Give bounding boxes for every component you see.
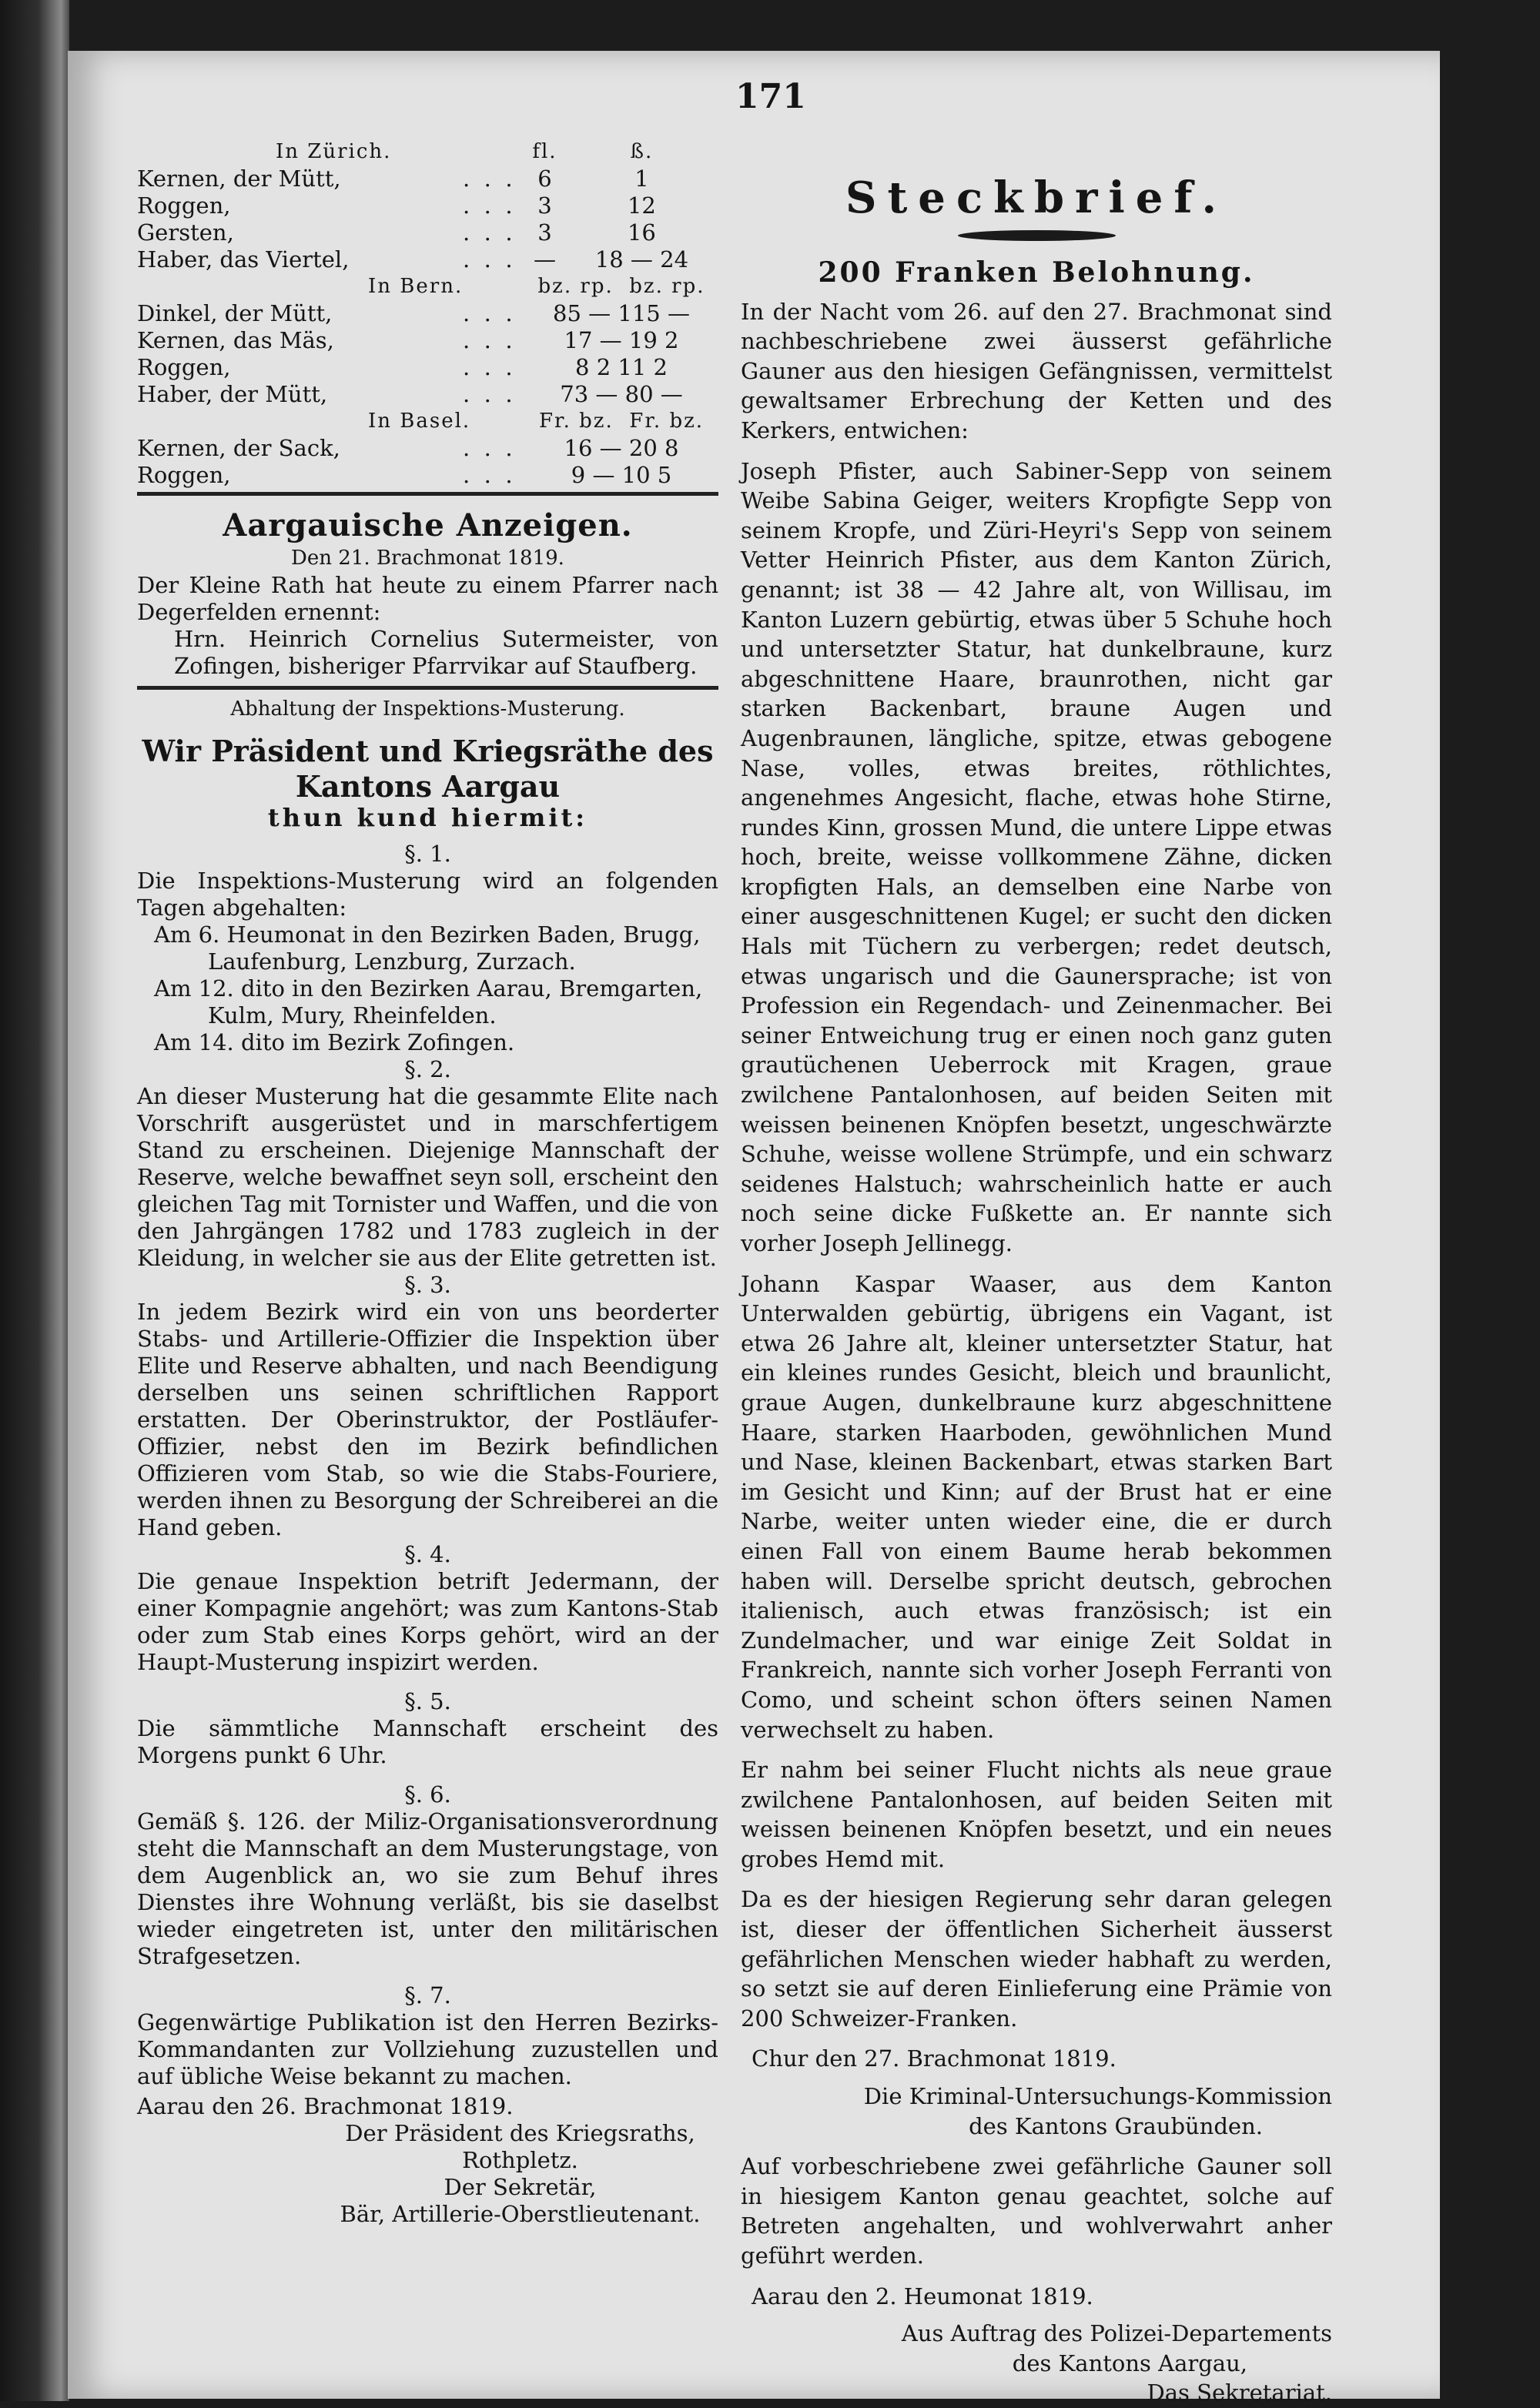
list-item: Am 12. dito in den Bezirken Aarau, Bremgarten, Kulm, Mury, Rheinfelden. [154, 975, 703, 1028]
aargau-announcements-heading: Aargauische Anzeigen. [223, 507, 633, 543]
signature-line: Der Sekretär, [444, 2174, 597, 2200]
council-text: Der Kleine Rath hat heute zu einem Pfarrer nach Degerfelden ernennt: [137, 572, 718, 625]
price-row: Kernen, der Sack, . . . 16 — 20 8 [137, 435, 718, 462]
price-item: Haber, das Viertel, [137, 246, 350, 273]
paragraph: Johann Kaspar Waaser, aus dem Kanton Unterwalden gebürtig, übrigens ein Vagant, ist etwa 26 Jahre alt, kleiner untersetzter Statur, hat ein kleines rundes Gesicht, bleich und braunlicht, graue Augen, dunkelbraune kurz abgeschnittene Haare, starken Haarboden, gewöhnlichen Mund und Nase, kleinen Backenbart, etwas starken Bart im Gesicht und Kinn; auf der Brust hat er eine Narbe, weiter unten wieder eine, die er durch einen Fall von einem Baume herab bekommen haben will. Derselbe spricht deutsch, gebrochen italienisch, auch etwas französisch; ist ein Zundelmacher, und war einige Zeit Soldat in Frankreich, nannte sich vorher Joseph Ferranti von Como, und scheint schon öfters seinen Namen verwechselt zu haben. [741, 1270, 1332, 1743]
section-text: Die Inspektions-Musterung wird an folgenden Tagen abgehalten: [137, 868, 718, 921]
price-value: 16 — 20 8 [564, 435, 679, 461]
price-item: Haber, der Mütt, [137, 381, 328, 407]
section-text: Die genaue Inspektion betrift Jedermann, der einer Kompagnie angehört; was zum Kantons-Stab oder zum Stab eines Korps gehört, wird an der Haupt-Musterung inspizirt werden. [137, 1568, 718, 1675]
signature-line: Der Präsident des Kriegsraths, [345, 2120, 695, 2146]
price-item: Roggen, [137, 462, 451, 494]
background-dark-edge [0, 0, 69, 2401]
price-row: Gersten, . . . 3 16 [137, 219, 718, 246]
paragraph: Er nahm bei seiner Flucht nichts als neue graue zwilchene Pantalonhosen, auf beiden Seiten mit weissen beinenen Knöpfen besetzt, und ein neues grobes Hemd mit. [741, 1757, 1332, 1872]
commission-line: des Kantons Graubünden. [969, 2112, 1263, 2139]
price-row: Roggen, . . . 8 2 11 2 [137, 354, 718, 381]
price-row: Haber, das Viertel, . . . — 18 — 24 [137, 246, 718, 273]
price-item: Kernen, der Mütt, [137, 166, 341, 192]
authority-line: des Kantons Aargau, [1012, 2349, 1247, 2376]
price-row: Kernen, das Mäs, . . . 17 — 19 2 [137, 327, 718, 354]
appointee-text: Hrn. Heinrich Cornelius Sutermeister, von Zofingen, bisheriger Pfarrvikar auf Staufberg. [174, 626, 718, 679]
price-value: 3 [537, 192, 552, 219]
price-city-row [137, 408, 718, 435]
price-value: 12 [627, 192, 656, 219]
paragraph: Da es der hiesigen Regierung sehr daran gelegen ist, dieser der öffentlichen Sicherheit äusserst gefährlichen Menschen wieder habhaft zu werden, so setzt sie auf deren Einlieferung eine Prämie von 200 Schweizer-Franken. [741, 1886, 1332, 2032]
date-line: Chur den 27. Brachmonat 1819. [752, 2045, 1116, 2072]
list-item: Am 14. dito im Bezirk Zofingen. [154, 1029, 515, 1055]
price-row: Roggen, . . . 3 12 [137, 192, 718, 219]
price-item: Dinkel, der Mütt, [137, 300, 333, 326]
price-value: — [533, 246, 556, 273]
price-city-row [137, 273, 718, 300]
price-value: 6 [537, 166, 552, 192]
price-value: 16 [627, 219, 656, 246]
price-city-row [137, 139, 718, 166]
date-line: Aarau den 2. Heumonat 1819. [752, 2283, 1093, 2309]
section-text: Die sämmtliche Mannschaft erscheint des Morgens punkt 6 Uhr. [137, 1715, 718, 1768]
price-row: Roggen, . . . 9 — 10 5 [137, 462, 718, 494]
section-number: §. 1. [404, 841, 451, 867]
price-col-headers: bz. rp. bz. rp. [537, 275, 705, 298]
section-number: §. 4. [404, 1541, 451, 1567]
price-value: 1 [634, 166, 649, 192]
price-row: Dinkel, der Mütt, . . . 85 — 115 — [137, 300, 718, 327]
price-item: Kernen, der Sack, [137, 435, 340, 461]
signature-line: Bär, Artillerie-Oberstlieutenant. [340, 2201, 701, 2227]
price-item: Kernen, das Mäs, [137, 327, 334, 353]
paragraph: Joseph Pfister, auch Sabiner-Sepp von seinem Weibe Sabina Geiger, weiters Kropfigte Sepp von seinem Kropfe, und Züri-Heyri's Sepp von seinem Vetter Heinrich Pfister, aus dem Kanton Zürich, genannt; ist 38 — 42 Jahre alt, von Willisau, im Kanton Luzern gebürtig, etwas über 5 Schuhe hoch und untersetzter Statur, hat dunkelbraune, kurz abgeschnittene Haare, braunrothen, nicht gar starken Backenbart, braune Augen und Augenbraunen, längliche, spitze, etwas gebogene Nase, volles, etwas breites, röthlichtes, angenehmes Angesicht, flache, etwas hohe Stirne, rundes Kinn, grossen Mund, die untere Lippe etwas hoch, breite, weisse vollkommene Zähne, dicken kropfigten Hals, an demselben eine Narbe von einer ausgeschnittenen Kugel; er sucht den dicken Hals mit Tüchern zu verbergen; redet deutsch, etwas ungarisch und die Gaunersprache; ist von Profession ein Regendach- und Zeinenmacher. Bei seiner Entweichung trug er einen noch ganz guten grautüchenen Ueberrock mit Kragen, graue zwilchene Pantalonhosen, auf beiden Seiten mit weissen beinenen Knöpfen besetzt, ungeschwärzte Schuhe, weisse wollene Strümpfe, und ein schwarz seidenes Halstuch; wahrscheinlich hatte er auch noch seine dicke Fußkette an. Er nannte sich vorher Joseph Jellinegg. [741, 457, 1332, 1256]
price-city-label: In Basel. [368, 410, 471, 433]
wanted-notice-title: Steckbrief. [845, 172, 1227, 223]
section-number: §. 6. [404, 1781, 451, 1808]
price-row: Kernen, der Mütt, . . . 6 1 [137, 166, 718, 192]
divider [137, 686, 718, 690]
signature-line: Rothpletz. [462, 2147, 578, 2173]
price-col-header: fl. [532, 140, 557, 163]
section-number: §. 5. [404, 1688, 451, 1714]
commission-line: Die Kriminal-Untersuchungs-Kommission [863, 2083, 1332, 2110]
section-text: Gegenwärtige Publikation ist den Herren Bezirks-Kommandanten zur Vollziehung zuzustellen und auf übliche Weise bekannt zu machen. [137, 2009, 718, 2089]
section-text: In jedem Bezirk wird ein von uns beorderter Stabs- und Artillerie-Offizier die Inspektion über Elite und Reserve abhalten, und nach Beendigung derselben uns seinen schriftlichen Rapport erstatten. Der Oberinstruktor, der Postläufer-Offizier, nebst den im Bezirk befindlichen Offizieren vom Stab, so wie die Stabs-Fouriere, werden ihnen zu Besorgung der Schreiberei an die Hand geben. [137, 1299, 718, 1540]
ornamental-rule [958, 230, 1116, 241]
price-col-headers: Fr. bz. Fr. bz. [538, 410, 705, 433]
price-city-label: In Bern. [368, 275, 464, 298]
list-item: Am 6. Heumonat in den Bezirken Baden, Brugg, Laufenburg, Lenzburg, Zurzach. [154, 921, 701, 975]
authority-line: Das Sekretariat. [1147, 2380, 1332, 2406]
right-column [741, 173, 1332, 2408]
inspection-title: Abhaltung der Inspektions-Musterung. [230, 697, 625, 721]
price-col-header: ß. [630, 140, 654, 163]
price-value: 3 [537, 219, 552, 246]
announcement-date: Den 21. Brachmonat 1819. [291, 547, 564, 570]
reward-heading: 200 Franken Belohnung. [818, 256, 1255, 289]
price-value: 73 — 80 — [560, 381, 683, 407]
price-item: Gersten, [137, 219, 234, 246]
section-text: Gemäß §. 126. der Miliz-Organisationsverordnung steht die Mannschaft an dem Musterungstage, von dem Augenblick an, wo sie zum Behuf ihres Dienstes ihre Wohnung verläßt, bis sie daselbst wieder eingetreten ist, unter den militärischen Strafgesetzen. [137, 1808, 718, 1969]
grain-price-table [137, 139, 718, 496]
price-row: Haber, der Mütt, . . . 73 — 80 — [137, 381, 718, 408]
paragraph: In der Nacht vom 26. auf den 27. Brachmonat sind nachbeschriebene zwei äusserst gefährliche Gauner aus den hiesigen Gefängnissen, vermittelst gewaltsamer Erbrechung der Ketten und des Kerkers, entwichen: [741, 298, 1332, 443]
price-city-label: In Zürich. [276, 140, 392, 163]
price-item: Roggen, [137, 354, 231, 380]
inspection-days-list [137, 921, 718, 1056]
decree-title: Wir Präsident und Kriegsräthe des Kantons Aargau [142, 734, 714, 804]
left-column [137, 139, 718, 2228]
section-number: §. 7. [404, 1982, 451, 2008]
paragraph: Auf vorbeschriebene zwei gefährliche Gauner soll in hiesigem Kanton genau geachtet, solche auf Betreten angehalten, und wohlverwahrt anher geführt werden. [741, 2153, 1332, 2269]
section-number: §. 3. [404, 1272, 451, 1298]
decree-subtitle: thun kund hiermit: [267, 803, 588, 832]
price-item: Roggen, [137, 192, 231, 219]
price-value: 17 — 19 2 [564, 327, 679, 353]
price-value: 9 — 10 5 [524, 462, 718, 494]
decree-date: Aarau den 26. Brachmonat 1819. [137, 2093, 514, 2119]
authority-line: Aus Auftrag des Polizei-Departements [901, 2320, 1332, 2347]
section-number: §. 2. [404, 1056, 451, 1082]
price-value: 18 — 24 [594, 246, 689, 273]
price-value: 85 — 115 — [553, 300, 690, 326]
page-number: 171 [735, 77, 806, 116]
section-text: An dieser Musterung hat die gesammte Elite nach Vorschrift ausgerüstet und in marschfertigem Stand zu erscheinen. Diejenige Mannschaft der Reserve, welche bewaffnet seyn soll, erscheint den gleichen Tag mit Tornister und Waffen, und die von den Jahrgängen 1782 und 1783 zugleich in der Kleidung, in welcher sie aus der Elite getretten ist. [137, 1083, 718, 1271]
price-value: 8 2 11 2 [575, 354, 668, 380]
